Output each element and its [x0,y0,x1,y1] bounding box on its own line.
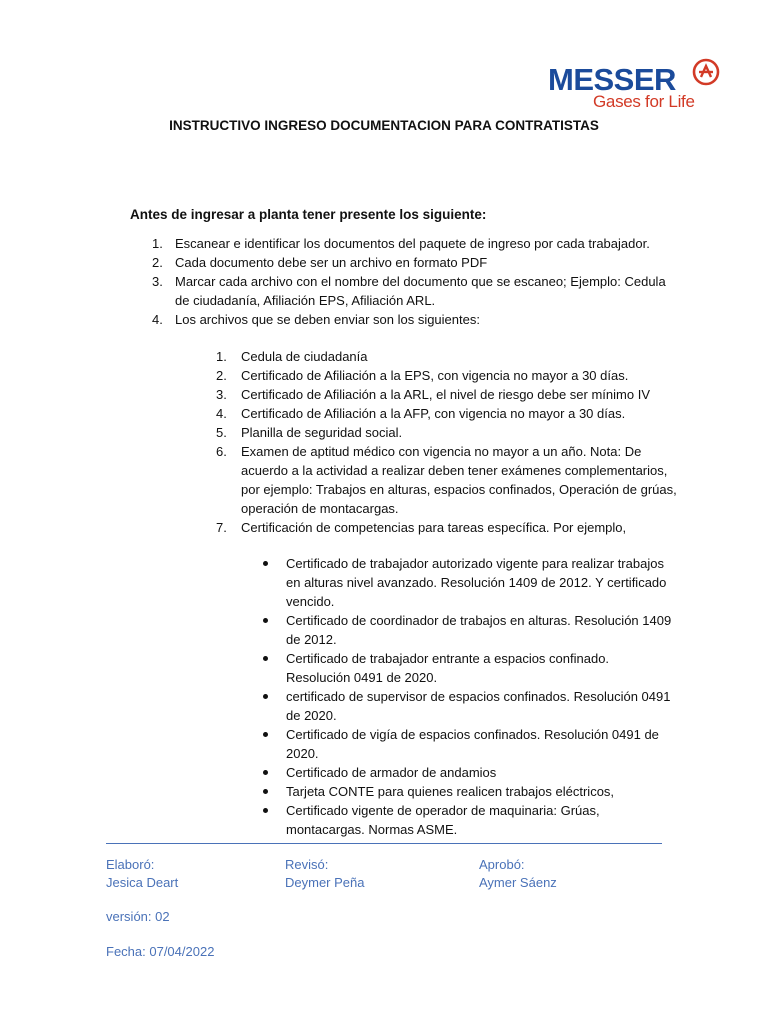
bullet-icon [263,694,268,699]
list-item-line: por ejemplo: Trabajos en alturas, espacios confinados, Operación de grúas, [241,482,677,497]
certification-item [286,763,666,782]
bullet-icon [263,656,268,661]
date-value: Fecha: 07/04/2022 [106,944,215,959]
list-number: 2. [216,368,227,383]
list-item-line: Certificado de vigía de espacios confinados. Resolución 0491 de [286,727,659,742]
bullet-icon [263,561,268,566]
aprobo-label: Aprobó: [479,857,525,872]
document-item [216,347,665,366]
list-number: 1. [216,349,227,364]
reviso-name: Deymer Peña [285,875,365,890]
document-item [216,423,665,442]
list-number: 2. [152,255,163,270]
certification-item [286,611,672,649]
list-item-line: Certificado de Afiliación a la ARL, el nivel de riesgo debe ser mínimo IV [241,387,650,402]
list-item-line: vencido. [286,594,335,609]
version-value: versión: 02 [106,909,170,924]
list-item-line: acuerdo a la actividad a realizar deben tener exámenes complementarios, [241,463,668,478]
certification-item [286,649,666,687]
list-number: 4. [216,406,227,421]
certification-item [286,554,666,611]
version-text [106,908,170,926]
list-number: 7. [216,520,227,535]
list-item-line: certificado de supervisor de espacios confinados. Resolución 0491 [286,689,671,704]
logo-tagline: Gases for Life [593,92,695,111]
footer-elaboro [106,856,178,892]
list-item-line: Marcar cada archivo con el nombre del documento que se escaneo; Ejemplo: Cedula [175,274,666,289]
document-item [216,366,665,385]
bullet-icon [263,770,268,775]
list-item-line: en alturas nivel avanzado. Resolución 1409 de 2012. Y certificado [286,575,667,590]
list-item-line: Certificado de armador de andamios [286,765,497,780]
list-item-line: Certificado de coordinador de trabajos en alturas. Resolución 1409 [286,613,672,628]
list-item-line: Cedula de ciudadanía [241,349,368,364]
step-item [152,253,665,272]
document-title: INSTRUCTIVO INGRESO DOCUMENTACION PARA CONTRATISTAS [169,118,599,133]
logo-brand: MESSER [548,62,676,97]
list-number: 3. [152,274,163,289]
list-item-line: Escanear e identificar los documentos del paquete de ingreso por cada trabajador. [175,236,650,251]
list-item-line: Planilla de seguridad social. [241,425,403,440]
document-item [216,404,665,423]
documents-list [216,347,677,537]
messer-emblem-icon [690,56,722,88]
intro-text: Antes de ingresar a planta tener presente los siguiente: [130,207,487,222]
step-item [152,234,665,253]
bullet-icon [263,732,268,737]
list-item-line: Examen de aptitud médico con vigencia no mayor a un año. Nota: De [241,444,642,459]
document-item [216,442,677,518]
list-item-line: montacargas. Normas ASME. [286,822,458,837]
bullet-icon [263,789,268,794]
list-item-line: operación de montacargas. [241,501,399,516]
step-item [152,310,665,329]
certification-item [286,782,666,801]
list-item-line: Certificación de competencias para tareas específica. Por ejemplo, [241,520,627,535]
list-item-line: de ciudadanía, Afiliación EPS, Afiliación ARL. [175,293,436,308]
certification-item [286,725,666,763]
list-item-line: Certificado de Afiliación a la AFP, con vigencia no mayor a 30 días. [241,406,626,421]
document-item [216,385,665,404]
bullet-icon [263,808,268,813]
bullet-icon [263,618,268,623]
list-item-line: 2020. [286,746,319,761]
certification-item [286,687,671,725]
list-number: 5. [216,425,227,440]
certifications-list [286,554,672,839]
messer-logo [548,56,728,116]
list-number: 6. [216,444,227,459]
list-item-line: Los archivos que se deben enviar son los siguientes: [175,312,480,327]
footer-reviso [285,856,364,892]
elaboro-name: Jesica Deart [106,875,179,890]
list-item-line: de 2012. [286,632,337,647]
list-number: 4. [152,312,163,327]
list-item-line: Certificado de Afiliación a la EPS, con vigencia no mayor a 30 días. [241,368,629,383]
list-item-line: Certificado de trabajador autorizado vigente para realizar trabajos [286,556,664,571]
footer-aprobo [479,856,557,892]
list-item-line: Certificado de trabajador entrante a espacios confinado. [286,651,610,666]
reviso-label: Revisó: [285,857,329,872]
list-item-line: Tarjeta CONTE para quienes realicen trabajos eléctricos, [286,784,615,799]
steps-list [152,234,666,329]
step-item [152,272,666,310]
date-text [106,943,214,961]
certification-item [286,801,666,839]
elaboro-label: Elaboró: [106,857,155,872]
document-item [216,518,665,537]
list-number: 1. [152,236,163,251]
list-item-line: Cada documento debe ser un archivo en formato PDF [175,255,488,270]
aprobo-name: Aymer Sáenz [479,875,557,890]
list-item-line: Certificado vigente de operador de maquinaria: Grúas, [286,803,600,818]
footer-divider [106,843,662,844]
list-number: 3. [216,387,227,402]
list-item-line: de 2020. [286,708,337,723]
list-item-line: Resolución 0491 de 2020. [286,670,438,685]
